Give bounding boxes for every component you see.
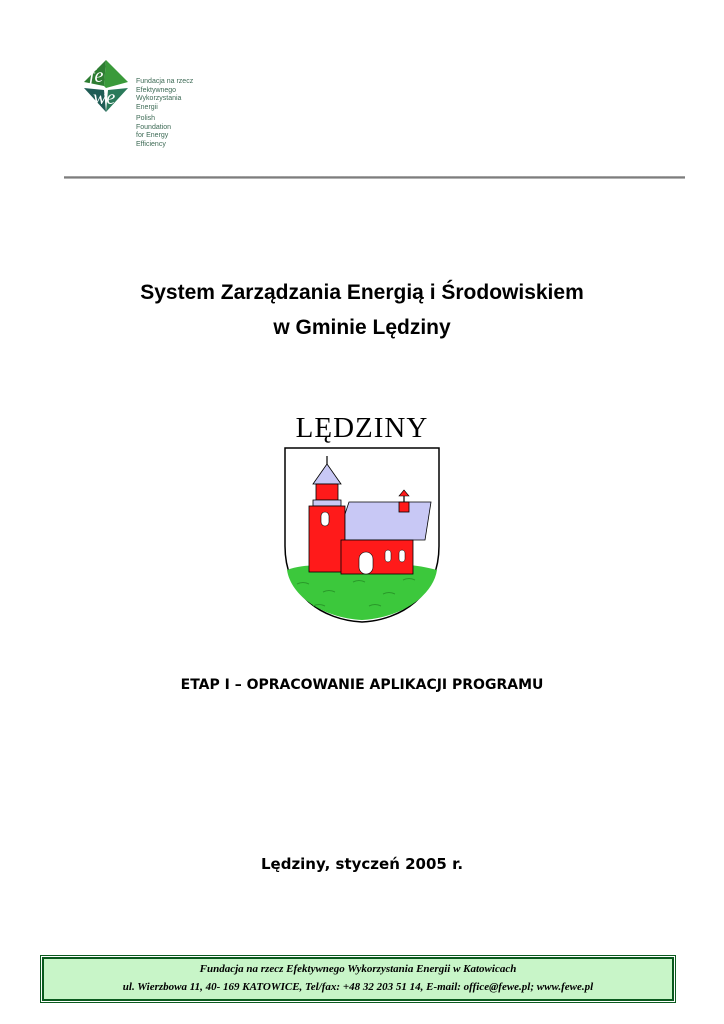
- header-divider: [64, 176, 685, 179]
- svg-text:we: we: [93, 87, 116, 109]
- place-date: Lędziny, styczeń 2005 r.: [260, 855, 464, 873]
- document-title-line-1: System Zarządzania Energią i Środowiskiem: [140, 281, 584, 304]
- fewe-leaf-logo-icon: [80, 58, 132, 114]
- crest-caption: LĘDZINY: [295, 412, 429, 444]
- ledziny-coat-of-arms-icon: [283, 446, 441, 624]
- fewe-logo: [80, 58, 220, 154]
- footer-contact: ul. Wierzbowa 11, 40- 169 KATOWICE, Tel/fax: +48 32 203 51 14, E-mail: office@fewe.pl; www.fewe.pl: [122, 981, 594, 993]
- logo-text-english: Polish Foundation for Energy Efficiency: [136, 115, 172, 148]
- document-title-line-2: w Gminie Lędziny: [273, 316, 451, 339]
- logo-text-polish: Fundacja na rzecz Efektywnego Wykorzystania Energii: [136, 78, 194, 111]
- svg-text:fe: fe: [89, 65, 104, 87]
- stage-heading: ETAP I – OPRACOWANIE APLIKACJI PROGRAMU: [180, 677, 544, 693]
- footer-box: [42, 957, 674, 1001]
- footer-organization: Fundacja na rzecz Efektywnego Wykorzystania Energii w Katowicach: [199, 963, 517, 975]
